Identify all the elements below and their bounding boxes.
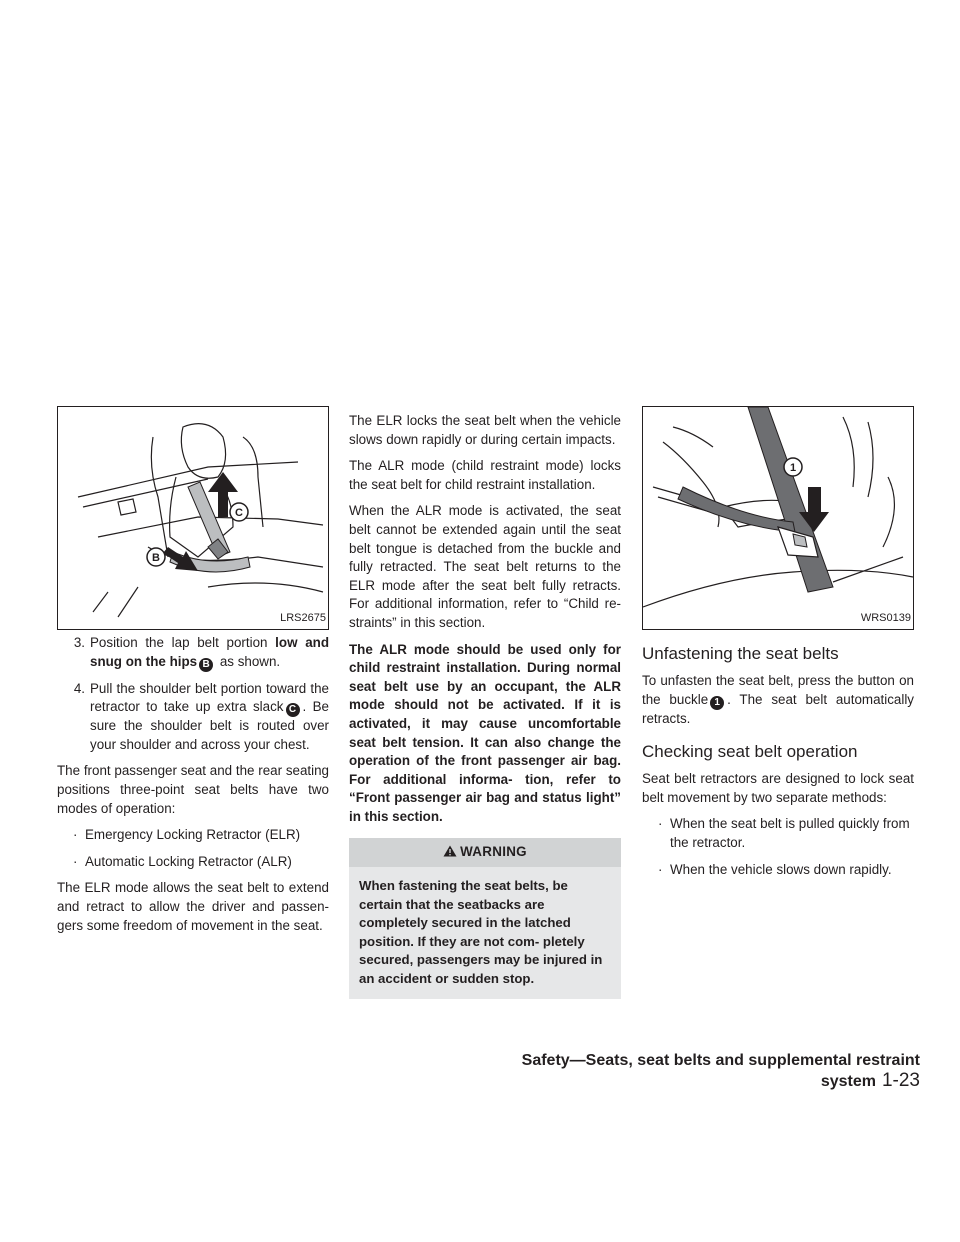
page-footer <box>450 1052 920 1092</box>
figure-code: WRS0139 <box>860 612 911 625</box>
paragraph: When the ALR mode is activated, the seat belt cannot be extended again until the seat belt tongue is detached from the buckle and fully retracted. The seat belt returns to the ELR mode after the seat belt fully retracts. For additional information, refer to “Child re- straints” in this section. <box>349 503 621 630</box>
paragraph: The ELR mode allows the seat belt to extend and retract to allow the driver and passen- gers some freedom of movement in the seat. <box>57 880 329 933</box>
paragraph: The front passenger seat and the rear seating positions three-point seat belts have two modes of operation: <box>57 763 329 816</box>
step-text-part: Position the lap belt portion <box>90 635 276 650</box>
step-text <box>90 634 329 672</box>
list-item <box>57 826 329 845</box>
bold-text: The ALR mode should be used only for child restraint installation. During normal seat belt use by an occupant, the ALR mode should not be activated. If it is activated, it may cause uncomfortable seat belt tension. It can also change the operation of the front passenger air bag. For additional informa- tion, refer to “Front passenger air bag and status light” in this section. <box>349 641 621 824</box>
warning-box <box>349 838 621 998</box>
marker-b: B <box>199 658 213 672</box>
bullet-icon: · <box>73 827 78 843</box>
step-text-part: as shown. <box>216 653 281 669</box>
section-heading: Checking seat belt operation <box>642 742 858 762</box>
column-left <box>57 406 329 943</box>
step-number: 4. <box>73 680 85 696</box>
warning-header <box>349 838 621 867</box>
step-text-bold: low and snug on the hips <box>90 635 329 669</box>
warning-triangle-icon <box>443 844 460 859</box>
list-item-text: When the vehicle slows down rapidly. <box>670 861 892 877</box>
list-item <box>642 815 914 852</box>
page-number: 1-23 <box>881 1070 920 1091</box>
list-item-text: Emergency Locking Retractor (ELR) <box>85 827 301 843</box>
section-heading: Unfastening the seat belts <box>642 644 839 663</box>
step-text <box>90 680 329 755</box>
lap-belt-illustration <box>58 407 328 629</box>
list-item <box>642 861 914 880</box>
figure-label-1: 1 <box>789 462 797 474</box>
step-4 <box>57 680 329 755</box>
bullet-icon: · <box>658 816 663 832</box>
figure-buckle <box>642 406 914 630</box>
paragraph-part: To unfasten the seat belt, press the button on the buckle <box>642 673 914 707</box>
figure-code: LRS2675 <box>280 612 326 625</box>
figure-label-c: C <box>235 507 243 519</box>
step-3 <box>57 634 329 672</box>
paragraph: The ALR mode (child restraint mode) locks the seat belt for child restraint installation. <box>349 458 621 492</box>
column-middle <box>349 412 621 999</box>
footer-section-title: Safety—Seats, seat belts and supplemental restraint system <box>521 1052 920 1090</box>
step-text-part: Pull the shoulder belt portion toward the retractor to take up extra slack <box>90 680 329 715</box>
figure-label-b: B <box>152 552 160 564</box>
paragraph-bold <box>349 641 621 827</box>
warning-title: WARNING <box>460 844 527 860</box>
column-right <box>642 406 914 887</box>
paragraph: The ELR locks the seat belt when the vehicle slows down rapidly or during certain impacts. <box>349 413 621 447</box>
paragraph-part: . The seat belt automatically retracts. <box>642 691 914 726</box>
paragraph <box>642 672 914 728</box>
step-number: 3. <box>73 635 85 650</box>
buckle-illustration <box>643 407 913 629</box>
warning-text: When fastening the seat belts, be certain that the seatbacks are completely secured in the latched position. If they are not com- pletely secured, passengers may be injured in an accident or sudden stop. <box>359 878 603 987</box>
paragraph: Seat belt retractors are designed to lock seat belt movement by two separate methods: <box>642 771 914 805</box>
list-item <box>57 853 329 872</box>
bullet-icon: · <box>658 861 663 877</box>
marker-c: C <box>286 703 300 717</box>
bullet-icon: · <box>73 853 78 869</box>
step-text-part: . Be sure the shoulder belt is routed over your shoulder and across your chest. <box>90 699 329 752</box>
figure-lap-belt <box>57 406 329 630</box>
list-item-text: Automatic Locking Retractor (ALR) <box>85 853 292 869</box>
marker-1: 1 <box>710 696 724 710</box>
list-item-text: When the seat belt is pulled quickly from the retractor. <box>670 816 910 850</box>
